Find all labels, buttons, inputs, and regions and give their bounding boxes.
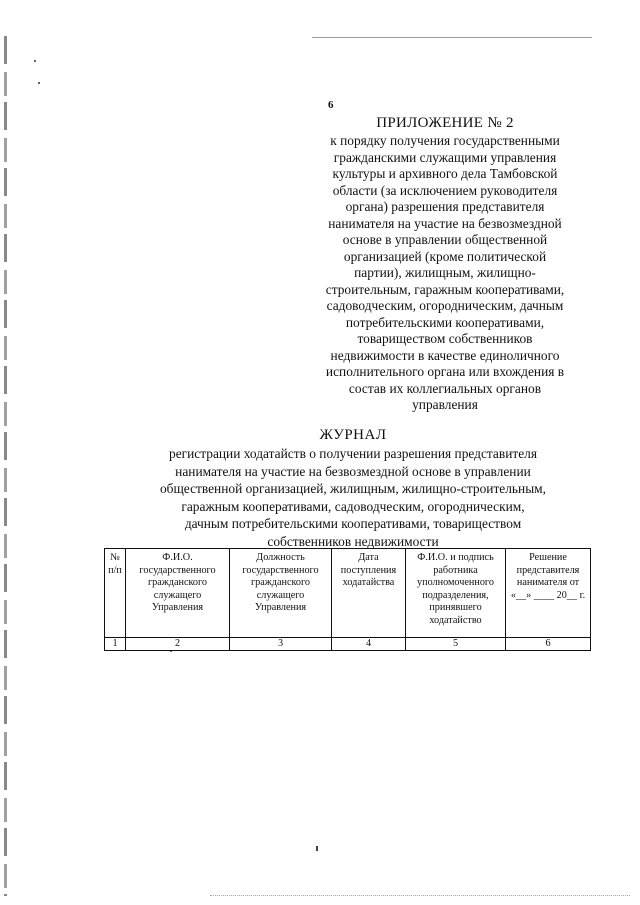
registration-table: [104, 548, 591, 651]
header-cell-position: Должность государственного гражданского служащего Управления: [230, 549, 332, 638]
journal-line: нанимателя на участие на безвозмездной основе в управлении: [175, 463, 531, 479]
appendix-title: ПРИЛОЖЕНИЕ № 2: [376, 115, 514, 131]
header-cell-full-name: Ф.И.О. государственного гражданского служащего Управления: [126, 549, 230, 638]
scan-edge-artifact: [4, 36, 7, 896]
header-cell-date-received: Дата поступления ходатайства: [332, 549, 406, 638]
table-header-row: [105, 549, 591, 638]
appendix-line: партии), жилищным, жилищно-: [354, 265, 536, 280]
appendix-line: исполнительного органа или вхождения в: [325, 364, 565, 379]
journal-line: общественной организацией, жилищным, жилищно-строительным,: [159, 481, 547, 496]
appendix-line: садоводческим, огородническим, дачным: [326, 298, 564, 313]
appendix-line: строительным, гаражным кооперативами,: [325, 281, 565, 297]
appendix-line: организацией (кроме политической: [343, 248, 547, 264]
column-number-cell: 2: [126, 638, 230, 651]
bottom-scan-dots: [210, 895, 630, 896]
appendix-line: области (за исключением руководителя: [332, 182, 558, 198]
appendix-line: органа) разрешения представителя: [345, 199, 545, 214]
appendix-line: основе в управлении общественной: [342, 232, 548, 247]
appendix-text: [300, 133, 590, 414]
appendix-line: управления: [412, 397, 478, 412]
journal-subtitle: [118, 445, 588, 550]
page-number: 6: [328, 99, 334, 111]
appendix-line: культуры и архивного дела Тамбовской: [332, 166, 558, 181]
journal-line: гаражным кооперативами, садоводческим, огородническим,: [181, 498, 525, 514]
bottom-scan-mark: [316, 846, 318, 851]
column-number-cell: 6: [506, 638, 591, 651]
column-number-cell: 3: [230, 638, 332, 651]
header-cell-number: № п/п: [105, 549, 126, 638]
journal-line: дачным потребительскими кооперативами, товариществом: [184, 516, 522, 531]
journal-title: ЖУРНАЛ: [319, 427, 387, 443]
header-cell-receiver: Ф.И.О. и подпись работника уполномоченного подразделения, принявшего ходатайство: [406, 549, 506, 638]
appendix-line: к порядку получения государственными: [330, 133, 560, 148]
appendix-line: недвижимости в качестве единоличного: [330, 347, 560, 363]
header-cell-decision: Решение представителя нанимателя от «__» ____ 20__ г.: [506, 549, 591, 638]
column-number-cell: 5: [406, 638, 506, 651]
column-number-cell: 4: [332, 638, 406, 651]
appendix-line: состав их коллегиальных органов: [348, 380, 542, 396]
column-number-cell: 1: [105, 638, 126, 651]
appendix-line: потребительскими кооперативами,: [345, 314, 545, 330]
journal-line: собственников недвижимости: [267, 533, 439, 549]
appendix-block: [300, 113, 590, 414]
journal-block: [118, 425, 588, 550]
top-scan-rule: [312, 37, 592, 38]
scan-speck: [34, 60, 36, 62]
table-row: [105, 638, 591, 651]
appendix-line: товариществом собственников: [357, 331, 533, 346]
journal-line: регистрации ходатайств о получении разрешения представителя: [169, 446, 537, 461]
scan-speck: [38, 82, 40, 84]
appendix-line: гражданскими служащими управления: [333, 149, 557, 165]
appendix-line: нанимателя на участие на безвозмездной: [328, 215, 562, 231]
